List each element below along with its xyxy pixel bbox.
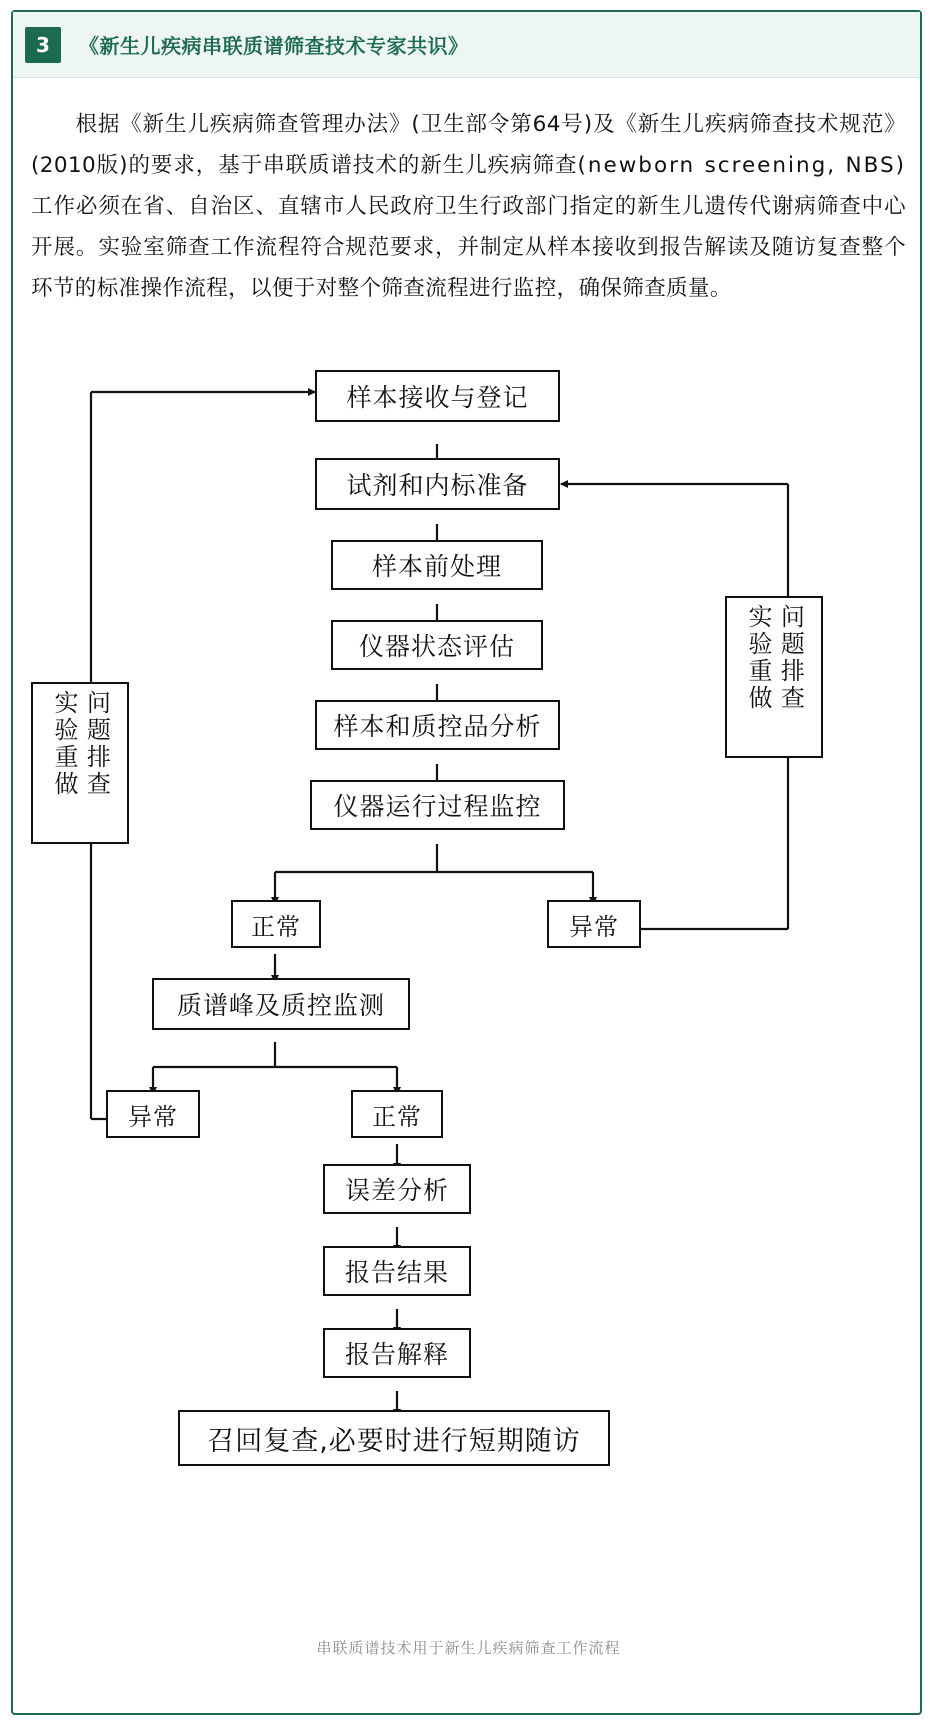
node-sample-receive: 样本接收与登记: [315, 370, 560, 422]
node-recall-followup: 召回复查,必要时进行短期随访: [178, 1410, 610, 1466]
paragraph-part-2: (newborn screening, NBS): [577, 153, 906, 178]
section-header: [13, 12, 920, 78]
node-normal-1: 正常: [231, 900, 321, 948]
side-box-right-col-2: 实验重做: [744, 604, 772, 712]
node-sample-qc-analysis: 样本和质控品分析: [315, 700, 560, 750]
node-instrument-eval: 仪器状态评估: [331, 620, 543, 670]
node-error-analysis: 误差分析: [323, 1164, 471, 1214]
node-sample-pretreat: 样本前处理: [331, 540, 543, 590]
node-reagent-prep: 试剂和内标准备: [315, 458, 560, 510]
node-peak-qc-monitor: 质谱峰及质控监测: [152, 978, 410, 1030]
node-report-result: 报告结果: [323, 1246, 471, 1296]
section-title: 《新生儿疾病串联质谱筛查技术专家共识》: [79, 34, 469, 58]
side-box-right: [725, 596, 823, 758]
node-report-interpret: 报告解释: [323, 1328, 471, 1378]
side-box-left-col-1: 问题排查: [82, 690, 111, 798]
side-box-left: [31, 682, 129, 844]
node-abnormal-1: 异常: [547, 900, 641, 948]
paragraph-part-3: 工作必须在省、自治区、直辖市人民政府卫生行政部门指定的新生儿遗传代谢病筛查中心开展。实验室筛查工作流程符合规范要求，并制定从样本接收到报告解读及随访复查整个环节的标准操作流程，以便于对整个筛查流程进行监控，确保筛查质量。: [31, 194, 906, 301]
section-number-badge: 3: [25, 27, 61, 63]
paragraph-part-1: 根据《新生儿疾病筛查管理办法》(卫生部令第64号)及《新生儿疾病筛查技术规范》(2010版)的要求，基于串联质谱技术的新生儿疾病筛查: [31, 112, 906, 178]
figure-caption: 串联质谱技术用于新生儿疾病筛查工作流程: [316, 1639, 621, 1657]
flowchart: [13, 332, 924, 1632]
content-card: [11, 10, 922, 1715]
node-abnormal-2: 异常: [106, 1090, 200, 1138]
node-normal-2: 正常: [351, 1090, 443, 1138]
side-box-right-col-1: 问题排查: [776, 604, 805, 712]
intro-paragraph: [31, 104, 906, 309]
node-run-monitor: 仪器运行过程监控: [310, 780, 565, 830]
side-box-left-col-2: 实验重做: [50, 690, 78, 798]
